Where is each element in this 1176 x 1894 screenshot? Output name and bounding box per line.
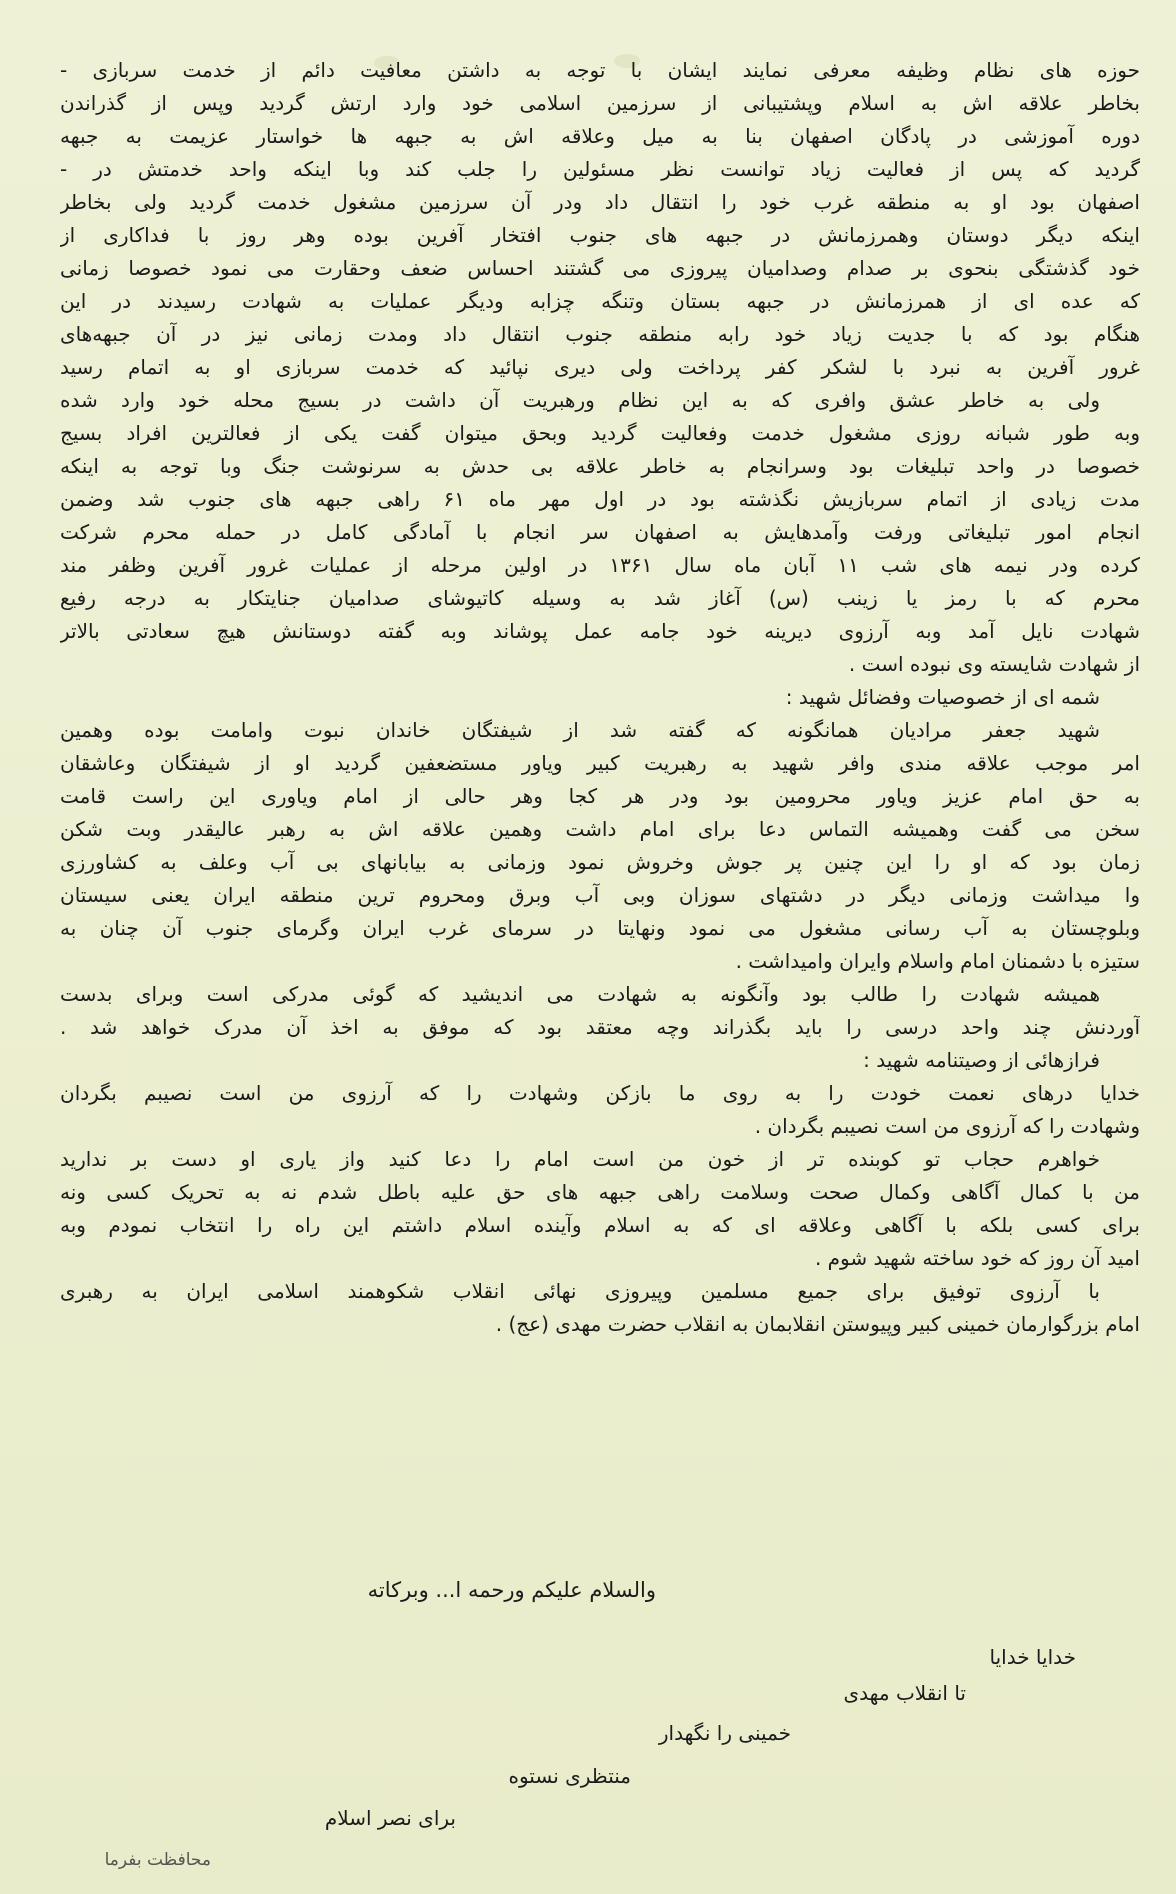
text-line: آوردنش چند واحد درسی را باید بگذراند وچه معتقد بود که موفق به اخذ آن مدرک خواهد شد . <box>60 1015 1140 1039</box>
slogan-line: منتظری نستوه <box>508 1764 631 1788</box>
text-line: حوزه های نظام وظیفه معرفی نمایند ایشان با توجه به داشتن معافیت دائم از خدمت سربازی - <box>60 58 1140 82</box>
section-heading: فرازهائی از وصیتنامه شهید : <box>863 1048 1100 1072</box>
text-line: همیشه شهادت را طالب بود وآنگونه به شهادت می اندیشید که گوئی مدرکی است وبرای بدست <box>60 982 1100 1006</box>
text-line: اصفهان بود او به منطقه غرب خود را انتقال داد ودر آن سرزمین مشغول خدمت گردید ولی بخاطر <box>60 190 1140 214</box>
text-line: شهادت نایل آمد وبه آرزوی دیرینه خود جامه عمل پوشاند وبه گفته دوستانش هیچ سعادتی بالاتر <box>60 619 1140 643</box>
text-line: با آرزوی توفیق برای جمیع مسلمین وپیروزی نهائی انقلاب شکوهمند اسلامی ایران به رهبری <box>60 1279 1100 1303</box>
text-line: وبه طور شبانه روزی مشغول خدمت وفعالیت گردید وبحق میتوان گفت یکی از فعالترین افراد بسیج <box>60 421 1140 445</box>
text-line: وبلوچستان به آب رسانی مشغول می نمود ونهایتا در سرمای غرب ایران وگرمای جنوب آن چنان به <box>60 916 1140 940</box>
text-line: اینکه دیگر دوستان وهمرزمانش در جبهه های جنوب افتخار آفرین بوده وهر روز با فداکاری از <box>60 223 1140 247</box>
text-line: ستیزه با دشمنان امام واسلام وایران وامیداشت . <box>735 949 1140 973</box>
text-line: وشهادت را که آرزوی من است نصیبم بگردان . <box>754 1114 1140 1138</box>
text-line: خواهرم حجاب تو کوبنده تر از خون من است امام را دعا کنید واز یاری او دست بر ندارید <box>60 1147 1100 1171</box>
slogan-line: خدایا خدایا <box>989 1645 1076 1669</box>
text-line: هنگام بود که با جدیت زیاد خود رابه منطقه جنوب انتقال داد ومدت زمانی نیز در آن جبهه‌های <box>60 322 1140 346</box>
text-line: سخن می گفت وهمیشه التماس دعا برای امام داشت وهمین علاقه اش به رهبر عالیقدر وبت شکن <box>60 817 1140 841</box>
section-heading: شمه ای از خصوصیات وفضائل شهید : <box>785 685 1100 709</box>
text-line: دوره آموزشی در پادگان اصفهان بنا به میل وعلاقه اش به جبهه ها خواستار عزیمت به جبهه <box>60 124 1140 148</box>
text-line: غرور آفرین به نبرد با لشکر کفر پرداخت ولی دیری نپائید که خدمت سربازی او به اتمام رسید <box>60 355 1140 379</box>
slogan-line: برای نصر اسلام <box>324 1806 456 1830</box>
text-line: مدت زیادی از اتمام سربازیش نگذشته بود در اول مهر ماه ۶۱ راهی جبهه های جنوب شد وضمن <box>60 487 1140 511</box>
text-line: امام بزرگوارمان خمینی کبیر وپیوستن انقلابمان به انقلاب حضرت مهدی (عج) . <box>495 1312 1140 1336</box>
text-line: برای کسی بلکه با آگاهی وعلاقه ای که به اسلام وآینده اسلام داشتم این راه را انتخاب نمودم وبه <box>60 1213 1140 1237</box>
text-line: شهید جعفر مرادیان همانگونه که گفته شد از شیفتگان خاندان نبوت وامامت بوده وهمین <box>60 718 1100 742</box>
slogan-line: تا انقلاب مهدی <box>843 1681 966 1705</box>
text-line: از شهادت شایسته وی نبوده است . <box>848 652 1140 676</box>
closing-salutation: والسلام علیکم ورحمه ا... وبرکاته <box>367 1578 656 1602</box>
text-line: که عده ای از همرزمانش در جبهه بستان وتنگه چزابه ودیگر عملیات به شهادت رسیدند در این <box>60 289 1140 313</box>
text-line: زمان بود که او را این چنین پر جوش وخروش نمود وزمانی به بیابانهای بی آب وعلف به کشاورزی <box>60 850 1140 874</box>
text-line: ولی به خاطر عشق وافری که به این نظام ورهبریت آن داشت در بسیج محله خود وارد شده <box>60 388 1100 412</box>
text-line: وا میداشت وزمانی دیگر در دشتهای سوزان وبی آب وبرق ومحروم ترین منطقه ایران یعنی سیستان <box>60 883 1140 907</box>
text-line: امید آن روز که خود ساخته شهید شوم . <box>814 1246 1140 1270</box>
text-line: گردید که پس از فعالیت زیاد توانست نظر مسئولین را جلب کند وبا اینکه واحد خدمتش در - <box>60 157 1140 181</box>
text-line: انجام امور تبلیغاتی ورفت وآمدهایش به اصفهان سر انجام با آمادگی کامل در حمله محرم شرکت <box>60 520 1140 544</box>
text-line: کرده ودر نیمه های شب ۱۱ آبان ماه سال ۱۳۶۱ در اولین مرحله از عملیات غرور آفرین وظفر مند <box>60 553 1140 577</box>
text-line: محرم که با رمز یا زینب (س) آغاز شد به وسیله کاتیوشای صدامیان جنایتکار به درجه رفیع <box>60 586 1140 610</box>
text-line: بخاطر علاقه اش به اسلام وپشتیبانی از سرزمین اسلامی خود وارد ارتش گردید وپس از گذراندن <box>60 91 1140 115</box>
text-line: خود گذشتگی بنحوی بر صدام وصدامیان پیروزی می گشتند احساس ضعف وحقارت می نمود خصوصا زمانی <box>60 256 1140 280</box>
text-line: به حق امام عزیز ویاور محرومین بود ودر هر کجا وهر حالی از امام ویاوری این راست قامت <box>60 784 1140 808</box>
slogan-line: محافظت بفرما <box>104 1850 211 1870</box>
text-line: خصوصا در واحد تبلیغات بود وسرانجام به خاطر علاقه بی حدش به سرنوشت جنگ وبا توجه به اینکه <box>60 454 1140 478</box>
text-line: من با کمال آگاهی وکمال صحت وسلامت راهی جبهه های حق علیه باطل شدم نه به تحریک کسی ونه <box>60 1180 1140 1204</box>
letter-body <box>60 54 1140 1341</box>
slogan-line: خمینی را نگهدار <box>658 1721 791 1745</box>
text-line: امر موجب علاقه مندی وافر شهید به رهبریت کبیر ویاور مستضعفین گردید او از شیفتگان وعاشقان <box>60 751 1140 775</box>
text-line: خدایا درهای نعمت خودت را به روی ما بازکن وشهادت را که آرزوی من است نصیبم بگردان <box>60 1081 1140 1105</box>
